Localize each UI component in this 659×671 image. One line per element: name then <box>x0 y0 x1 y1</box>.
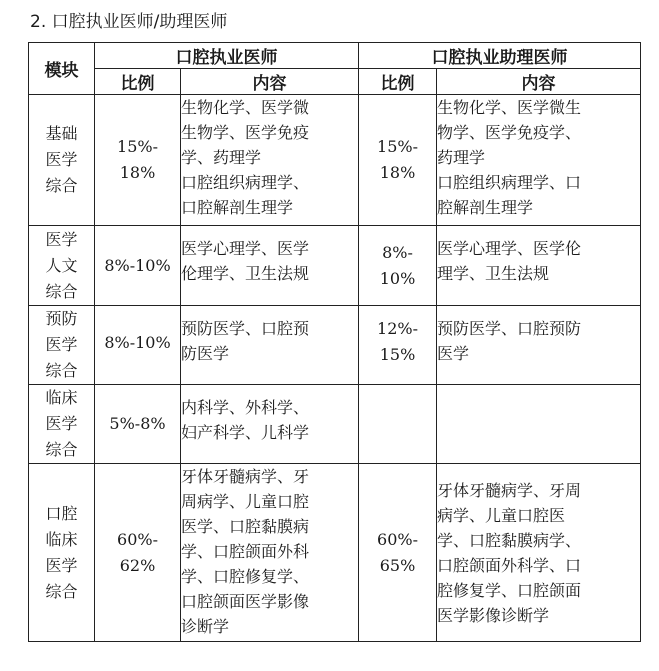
table-row <box>29 464 641 642</box>
module-cell: 医学 人文 综合 <box>29 226 95 306</box>
content-cell-assistant: 生物化学、医学微生 物学、医学免疫学、 药理学 口腔组织病理学、口 腔解剖生理学 <box>437 95 641 226</box>
content-cell-assistant: 医学心理学、医学伦 理学、卫生法规 <box>437 226 641 306</box>
content-cell-licensed: 内科学、外科学、 妇产科学、儿科学 <box>181 385 359 464</box>
table-row <box>29 385 641 464</box>
content-cell-assistant: 预防医学、口腔预防 医学 <box>437 306 641 385</box>
module-cell: 预防 医学 综合 <box>29 306 95 385</box>
content-header-licensed: 内容 <box>181 69 359 95</box>
exam-content-table <box>28 42 641 642</box>
ratio-cell-licensed: 5%-8% <box>95 385 181 464</box>
module-cell: 基础 医学 综合 <box>29 95 95 226</box>
content-header-assistant: 内容 <box>437 69 641 95</box>
module-cell: 口腔 临床 医学 综合 <box>29 464 95 642</box>
table-row <box>29 226 641 306</box>
ratio-cell-assistant: 60%- 65% <box>359 464 437 642</box>
content-cell-licensed: 医学心理学、医学 伦理学、卫生法规 <box>181 226 359 306</box>
content-cell-assistant: 牙体牙髓病学、牙周 病学、儿童口腔医 学、口腔黏膜病学、 口腔颌面外科学、口 腔修复学、口腔颌面 医学影像诊断学 <box>437 464 641 642</box>
module-cell: 临床 医学 综合 <box>29 385 95 464</box>
ratio-header-assistant: 比例 <box>359 69 437 95</box>
ratio-cell-assistant <box>359 385 437 464</box>
content-cell-licensed: 预防医学、口腔预 防医学 <box>181 306 359 385</box>
content-cell-assistant <box>437 385 641 464</box>
table-header-row <box>29 43 641 69</box>
ratio-header-licensed: 比例 <box>95 69 181 95</box>
content-cell-licensed: 牙体牙髓病学、牙 周病学、儿童口腔 医学、口腔黏膜病 学、口腔颌面外科 学、口腔修复学、 口腔颌面医学影像 诊断学 <box>181 464 359 642</box>
table-row <box>29 95 641 226</box>
ratio-cell-assistant: 8%- 10% <box>359 226 437 306</box>
module-header: 模块 <box>29 43 95 95</box>
ratio-cell-licensed: 15%- 18% <box>95 95 181 226</box>
section-heading: 2. 口腔执业医师/助理医师 <box>30 12 228 32</box>
ratio-cell-licensed: 8%-10% <box>95 226 181 306</box>
licensed-physician-header: 口腔执业医师 <box>95 43 359 69</box>
ratio-cell-assistant: 15%- 18% <box>359 95 437 226</box>
table-row <box>29 306 641 385</box>
ratio-cell-assistant: 12%- 15% <box>359 306 437 385</box>
ratio-cell-licensed: 8%-10% <box>95 306 181 385</box>
table-subheader-row <box>29 69 641 95</box>
ratio-cell-licensed: 60%- 62% <box>95 464 181 642</box>
assistant-physician-header: 口腔执业助理医师 <box>359 43 641 69</box>
content-cell-licensed: 生物化学、医学微 生物学、医学免疫 学、药理学 口腔组织病理学、 口腔解剖生理学 <box>181 95 359 226</box>
